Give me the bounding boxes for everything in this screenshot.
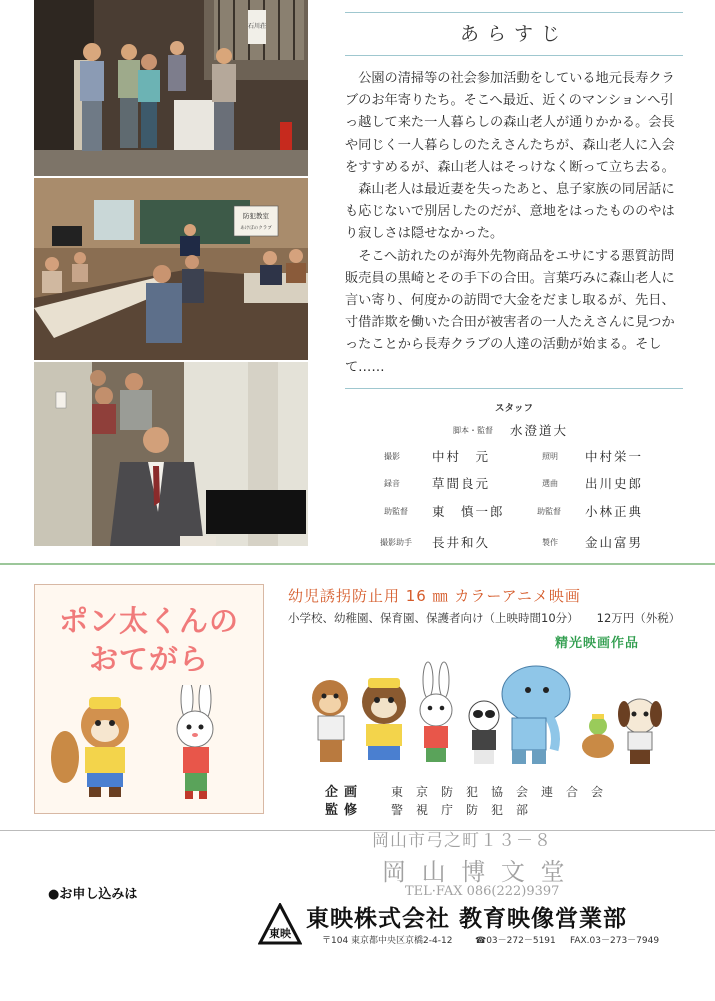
classroom-sign: 防犯教室 [243, 212, 269, 220]
staff-role: 選曲 [542, 479, 558, 488]
plan-label: 企画 [325, 785, 364, 800]
film-price: 12万円（外税） [596, 611, 681, 625]
synopsis-paragraph: 公園の清掃等の社会参加活動をしている地元長寿クラブのお年寄りたち。そこへ最近、近くのマンションへ引っ越して来た一人暮らしの森山老人が通りかかる。会長や同じく一人暮らしのたえさんたちが、森山老人に入会をすすめるが、森山老人はそっけなく断って立ち去る。 [345, 71, 675, 175]
club-sign: あけぼのクラブ [240, 226, 272, 231]
nameplate-sign: 石川荘 [247, 23, 267, 30]
photo-classroom [34, 178, 308, 360]
synopsis-title: あらすじ [345, 12, 683, 56]
staff-heading: スタッフ [494, 403, 533, 414]
stamp-shop-name: 岡 山 博 文 堂 [382, 858, 569, 886]
synopsis-body [345, 68, 683, 379]
staff-name: 草間良元 [432, 476, 491, 491]
staff-name: 出川史郎 [585, 476, 644, 491]
film-poster [34, 584, 264, 814]
synopsis-section [345, 12, 683, 384]
film-audience-line [288, 610, 680, 626]
synopsis-paragraph: 森山老人は最近妻を失ったあと、息子家族の同居話にも応じないで別居したのだが、意地をはったもののやはり寂しさは隠せなかった。 [345, 182, 675, 242]
photo-man-in-suit [34, 362, 308, 546]
section-divider [0, 830, 715, 831]
supervise-value: 警視庁防犯部 [391, 803, 542, 817]
staff-role: 録音 [384, 479, 400, 488]
staff-name: 東 慎一郎 [432, 504, 505, 519]
staff-name: 中村栄一 [585, 449, 644, 464]
staff-role: 照明 [542, 452, 558, 461]
staff-role: 助監督 [384, 507, 408, 516]
staff-role: 撮影 [384, 452, 400, 461]
staff-name: 長井和久 [432, 535, 491, 550]
photo-elders-outside [34, 0, 308, 176]
film-title: 幼児誘拐防止用 16 ㎜ カラーアニメ映画 [288, 587, 581, 605]
supervise-credit [325, 799, 541, 818]
staff-name: 中村 元 [432, 449, 491, 464]
character-lineup [296, 658, 686, 778]
poster-characters [35, 685, 263, 805]
apply-label: ●お申し込みは [48, 887, 138, 902]
staff-role: 助監督 [537, 507, 561, 516]
company-address: 〒104 東京都中央区京橋2-4-12 [322, 936, 453, 946]
company-fax: FAX.03－273－7949 [570, 936, 660, 946]
director-role: 脚本・監督 [453, 426, 493, 435]
toei-logo-text: 東映 [269, 927, 291, 940]
poster-title-line1: ポン太くんの [58, 604, 239, 638]
synopsis-paragraph: そこへ訪れたのが海外先物商品をエサにする悪質訪問販売員の黒崎とその手下の合田。言葉巧みに森山老人に言い寄り、何度かの訪問で大金をだまし取るが、先日、寸借詐欺を働いた合田が被害者の一人たえさんに見つかったことから長寿クラブの人達の活動が始まる。そして…… [345, 248, 675, 375]
supervise-label: 監修 [325, 803, 364, 818]
plan-value: 東京防犯協会連合会 [391, 785, 617, 799]
staff-role: 製作 [542, 538, 558, 547]
producer-credit: 精光映画作品 [555, 636, 640, 651]
staff-name: 小林正典 [585, 504, 644, 519]
toei-logo-icon [258, 903, 302, 947]
divider [345, 388, 683, 389]
staff-role: 撮影助手 [380, 538, 412, 547]
film-audience: 小学校、幼稚園、保育園、保護者向け（上映時間10分） [288, 611, 579, 625]
stamp-address: 岡山市弓之町１３－８ [372, 831, 552, 851]
plan-credit [325, 781, 616, 800]
section-divider [0, 563, 715, 565]
stamp-phone: TEL·FAX 086(222)9397 [405, 884, 560, 899]
poster-title-line2: おてがら [89, 642, 209, 676]
director-name: 水澄道大 [510, 423, 569, 438]
company-name: 東映株式会社 教育映像営業部 [306, 906, 628, 932]
company-phone: ☎03－272－5191 [475, 936, 556, 946]
staff-name: 金山富男 [585, 535, 644, 550]
